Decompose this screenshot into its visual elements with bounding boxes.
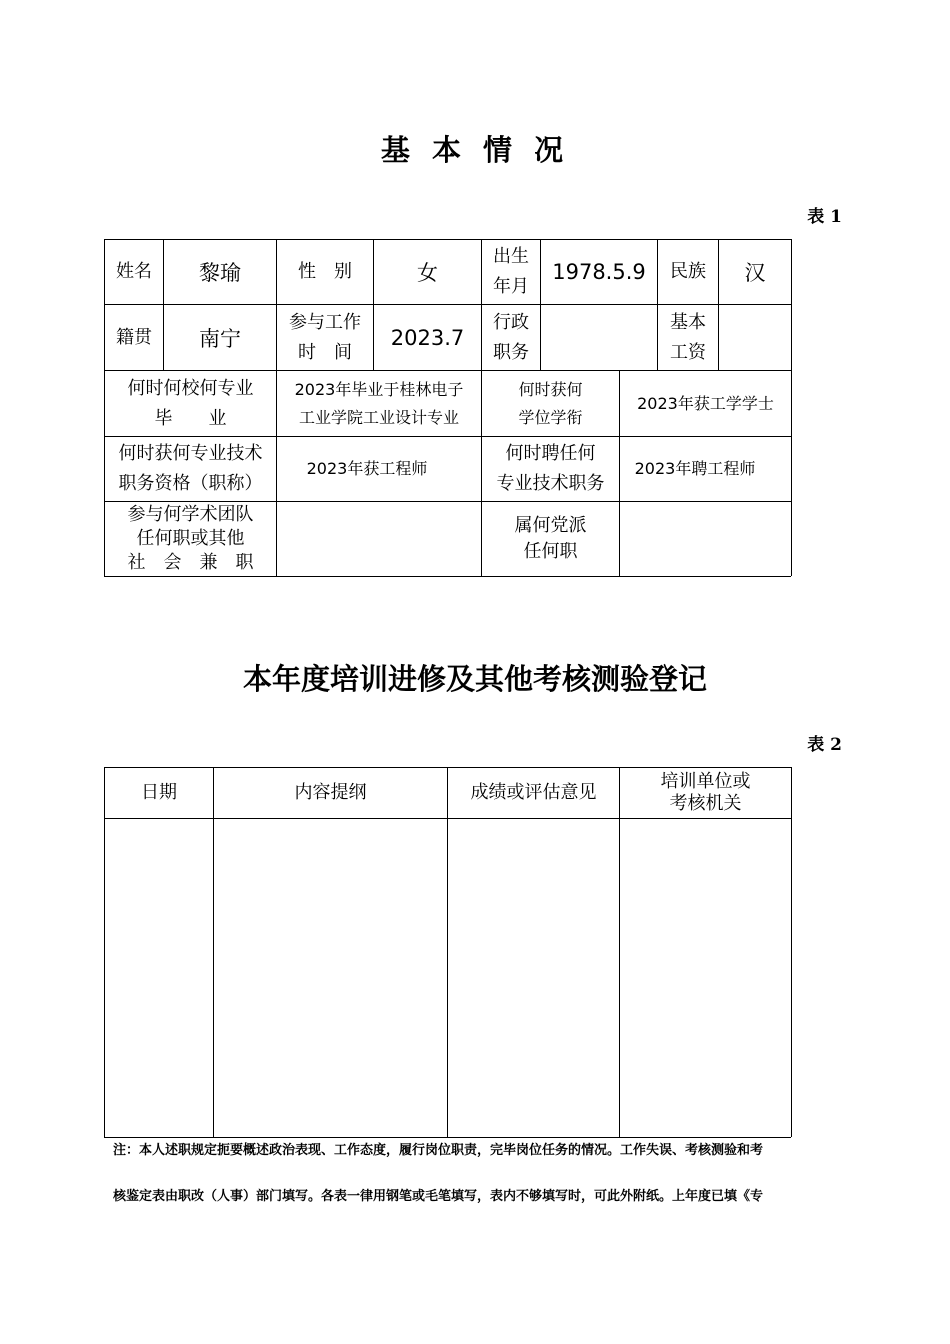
work-start-value: 2023.7: [390, 325, 465, 350]
graduation-value: 2023年毕业于桂林电子 工业学院工业设计专业: [294, 379, 464, 427]
gender-label: 性 别: [298, 261, 352, 282]
admin-post-label: 行政 职务: [493, 311, 529, 363]
work-start-label: 参与工作 时 间: [289, 311, 361, 363]
birth-label: 出生 年月: [493, 246, 529, 297]
hire-value: 2023年聘工程师: [634, 459, 756, 478]
degree-label: 何时获何 学位学衔: [518, 379, 583, 427]
col-unit-header: 培训单位或 考核机关: [660, 771, 751, 814]
table1-title: 基 本 情 况: [380, 133, 570, 167]
admin-post-value: [541, 305, 657, 370]
name-label: 姓名: [116, 261, 152, 282]
graduation-label: 何时何校何专业 毕 业: [127, 377, 254, 429]
salary-value: [719, 305, 791, 370]
association-label: 参与何学术团队 任何职或其他 社 会 兼 职: [127, 504, 254, 573]
note-line-1: 注：本人述职规定扼要概述政治表现、工作态度，履行岗位职责，完毕岗位任务的情况。工作失误、考核测验和考: [113, 1143, 764, 1158]
gender-value: 女: [417, 261, 438, 285]
table1-number: 表 1: [807, 207, 842, 227]
table2-title: 本年度培训进修及其他考核测验登记: [242, 662, 707, 696]
native-label: 籍贯: [116, 326, 152, 348]
note-line-2: 核鉴定表由职改（人事）部门填写。各表一律用钢笔或毛笔填写，表内不够填写时，可此外附纸。上年度已填《专: [113, 1189, 764, 1204]
col-content-header: 内容提纲: [294, 782, 367, 803]
professional-title-value: 2023年获工程师: [306, 459, 428, 478]
native-value: 南宁: [199, 326, 241, 351]
col-date-header: 日期: [141, 782, 177, 803]
hire-label: 何时聘任何 专业技术职务: [496, 443, 605, 494]
party-label: 属何党派 任何职: [514, 515, 587, 562]
ethnic-label: 民族: [670, 261, 706, 282]
professional-title-label: 何时获何专业技术 职务资格（职称）: [118, 443, 263, 494]
ethnic-value: 汉: [744, 261, 766, 285]
association-value: [277, 502, 481, 576]
salary-label: 基本 工资: [670, 311, 706, 363]
col-result-header: 成绩或评估意见: [470, 782, 597, 803]
degree-value: 2023年获工学学士: [637, 393, 774, 413]
name-value: 黎瑜: [199, 261, 241, 285]
table2-number: 表 2: [807, 735, 842, 755]
birth-value: 1978.5.9: [552, 260, 646, 284]
party-value: [620, 502, 791, 576]
